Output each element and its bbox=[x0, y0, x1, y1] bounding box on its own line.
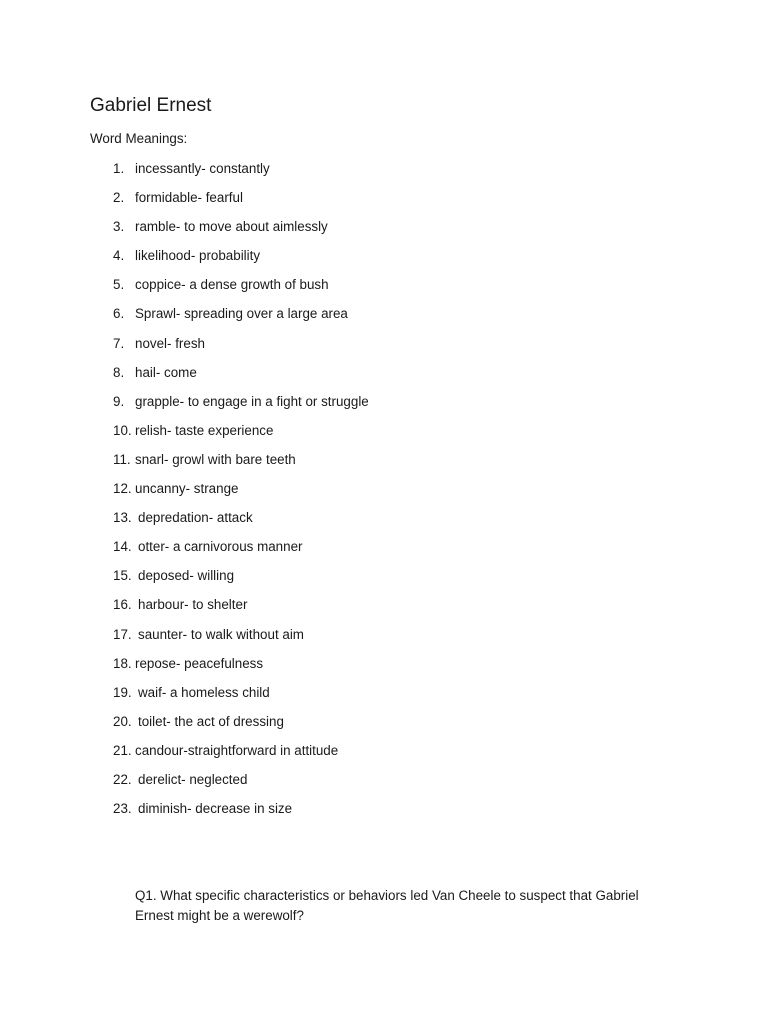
item-number: 2. bbox=[113, 190, 125, 206]
item-number: 8. bbox=[113, 364, 125, 380]
item-text: uncanny- strange bbox=[135, 481, 239, 497]
item-text: grapple- to engage in a fight or struggle bbox=[135, 393, 369, 409]
item-number: 13. bbox=[113, 510, 132, 526]
item-number: 10. bbox=[113, 422, 132, 438]
question-text: Q1. What specific characteristics or behaviors led Van Cheele to suspect that Gabriel Ernest might be a werewolf? bbox=[135, 888, 639, 923]
item-number: 21. bbox=[113, 742, 132, 758]
section-heading: Word Meanings: bbox=[90, 131, 188, 146]
item-text: saunter- to walk without aim bbox=[138, 626, 304, 642]
item-text: toilet- the act of dressing bbox=[138, 713, 284, 729]
item-number: 1. bbox=[113, 161, 125, 176]
item-text: formidable- fearful bbox=[135, 190, 243, 206]
item-number: 4. bbox=[113, 248, 125, 264]
item-number: 18. bbox=[113, 655, 132, 671]
item-number: 20. bbox=[113, 713, 132, 729]
item-number: 15. bbox=[113, 568, 132, 584]
item-text: repose- peacefulness bbox=[135, 655, 264, 671]
item-text: incessantly- constantly bbox=[135, 161, 270, 176]
item-text: deposed- willing bbox=[138, 568, 235, 584]
item-text: coppice- a dense growth of bush bbox=[135, 277, 329, 293]
item-number: 16. bbox=[113, 597, 132, 613]
item-text: candour-straightforward in attitude bbox=[135, 742, 339, 758]
item-number: 3. bbox=[113, 219, 125, 235]
item-number: 6. bbox=[113, 306, 125, 322]
item-number: 23. bbox=[113, 801, 132, 817]
item-number: 5. bbox=[113, 277, 125, 293]
item-text: hail- come bbox=[135, 364, 197, 380]
item-number: 22. bbox=[113, 771, 132, 787]
item-text: likelihood- probability bbox=[135, 248, 261, 264]
item-number: 7. bbox=[113, 335, 125, 351]
item-number: 19. bbox=[113, 684, 132, 700]
item-text: relish- taste experience bbox=[135, 422, 274, 438]
document-title: Gabriel Ernest bbox=[90, 95, 212, 116]
item-text: snarl- growl with bare teeth bbox=[135, 451, 296, 467]
item-text: harbour- to shelter bbox=[138, 597, 248, 613]
item-text: novel- fresh bbox=[135, 335, 205, 351]
item-number: 14. bbox=[113, 539, 132, 555]
item-number: 17. bbox=[113, 626, 132, 642]
item-text: derelict- neglected bbox=[138, 771, 248, 787]
item-number: 12. bbox=[113, 481, 132, 497]
item-text: diminish- decrease in size bbox=[138, 801, 293, 817]
item-number: 9. bbox=[113, 393, 125, 409]
item-text: ramble- to move about aimlessly bbox=[135, 219, 328, 235]
item-text: waif- a homeless child bbox=[138, 684, 270, 700]
item-text: otter- a carnivorous manner bbox=[138, 539, 303, 555]
item-text: depredation- attack bbox=[138, 510, 253, 526]
item-number: 11. bbox=[113, 451, 131, 467]
item-text: Sprawl- spreading over a large area bbox=[135, 306, 348, 322]
